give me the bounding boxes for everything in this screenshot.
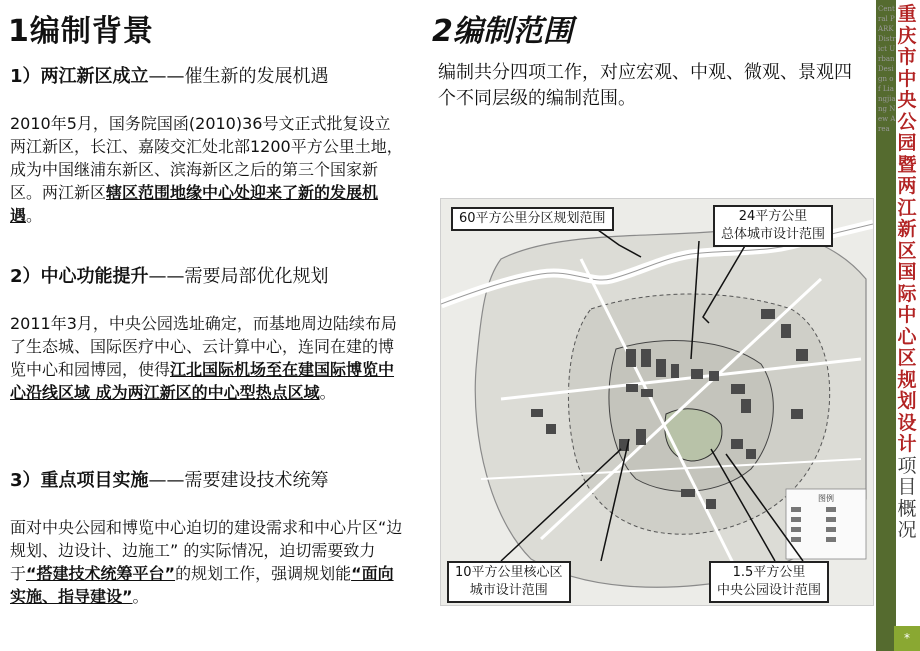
- callout-central-park-line2: 中央公园设计范围: [717, 583, 822, 598]
- vertical-title-char: 庆: [897, 24, 917, 47]
- strip-ghost-text: Central PARK District Urban Design of Liangjiang New Area: [878, 5, 896, 133]
- vertical-title-char: 中: [897, 304, 917, 326]
- vertical-title-char: 中: [897, 67, 917, 90]
- vertical-title-char: 划: [897, 390, 917, 412]
- para-1-text: 2010年5月，国务院国函(2010)36号文正式批复设立两江新区，长江、嘉陵交汇处北部1200平方公里土地，成为中国继浦东新区、滨海新区之后的第三个国家新区。两江新区: [10, 114, 403, 202]
- vertical-title-char: 央: [897, 89, 917, 111]
- para-1-end: 。: [26, 206, 43, 225]
- para-3: [10, 516, 405, 608]
- vertical-title-char: 计: [897, 433, 917, 455]
- callout-24km2-line1: 24平方公里: [738, 209, 808, 224]
- vertical-title-char: 新: [897, 218, 917, 240]
- callout-central-park-line1: 1.5平方公里: [732, 565, 806, 580]
- section-2-heading: 2编制范围: [432, 14, 573, 49]
- callout-10km2-line2: 城市设计范围: [469, 583, 548, 598]
- sec3-title-line: [10, 466, 329, 492]
- vertical-title-char: 公: [897, 110, 917, 133]
- para-3-emphasis-1: “搭建技术统筹平台”: [26, 564, 176, 583]
- sec3-subtitle: ——需要建设技术统筹: [148, 470, 329, 491]
- vertical-subtitle-char: 目: [897, 476, 917, 498]
- vertical-title-char: 江: [897, 196, 917, 219]
- scope-intro: 编制共分四项工作，对应宏观、中观、微观、景观四个不同层级的编制范围。: [438, 62, 852, 109]
- sec3-title: 3）重点项目实施: [10, 470, 149, 491]
- callout-central-park: [709, 561, 829, 603]
- para-3-emphasis-2: “面向实施、指导建设”: [10, 564, 394, 606]
- callout-60km2-label: 60平方公里分区规划范围: [459, 211, 606, 226]
- para-2-text: 2011年3月，中央公园选址确定，而基地周边陆续布局了生态城、国际医疗中心、云计算中心，连同在建的博览中心和园博园，使得: [10, 314, 397, 379]
- vertical-title-char: 规: [897, 368, 917, 391]
- vertical-title-char: 市: [897, 46, 917, 68]
- vertical-subtitle-char: 况: [897, 519, 917, 541]
- vertical-title-char: 两: [897, 175, 917, 197]
- callout-24km2: [713, 205, 833, 247]
- vertical-title-char: 心: [897, 325, 917, 348]
- vertical-title-char: 区: [897, 239, 917, 262]
- para-2-emphasis: 江北国际机场至在建国际博览中心沿线区域 成为两江新区的中心型热点区域: [10, 360, 395, 402]
- para-2-end: 。: [319, 383, 336, 402]
- para-3-mid: 的规划工作，强调规划能: [175, 564, 352, 583]
- sec2-title-line: [10, 262, 329, 288]
- sec1-title: 1）两江新区成立: [10, 66, 149, 87]
- star-badge: *: [894, 626, 920, 651]
- vertical-subtitle-char: 概: [897, 497, 917, 520]
- sec1-subtitle: ——催生新的发展机遇: [148, 66, 329, 87]
- callout-10km2-line1: 10平方公里核心区: [455, 565, 563, 580]
- sec1-title-line: [10, 62, 329, 88]
- sec2-title: 2）中心功能提升: [10, 266, 149, 287]
- legend-title: 图例: [818, 494, 834, 503]
- vertical-title-char: 际: [897, 282, 917, 305]
- vertical-subtitle-char: 项: [897, 454, 917, 477]
- para-2: [10, 312, 405, 404]
- planning-map-drawing: [441, 199, 873, 605]
- callout-10km2: [447, 561, 571, 603]
- vertical-title-char: 暨: [897, 153, 917, 176]
- vertical-title-char: 重: [897, 3, 917, 25]
- map-legend: [786, 489, 866, 559]
- vertical-title-char: 园: [897, 132, 917, 154]
- vertical-title-char: 区: [897, 347, 917, 369]
- para-3-end: 。: [132, 587, 149, 606]
- section-1-heading: 1编制背景: [8, 14, 154, 49]
- sec2-subtitle: ——需要局部优化规划: [148, 266, 329, 287]
- callout-60km2: [451, 207, 614, 231]
- callout-24km2-line2: 总体城市设计范围: [721, 227, 826, 242]
- para-1: [10, 112, 405, 227]
- para-3-text: 面对中央公园和博览中心迫切的建设需求和中心片区“边规划、边设计、边施工” 的实际情况，迫切需要致力于: [10, 518, 403, 583]
- para-1-emphasis: 辖区范围地缘中心处迎来了新的发展机遇: [10, 183, 379, 225]
- vertical-title-char: 设: [897, 411, 917, 434]
- planning-map: [440, 198, 874, 606]
- vertical-title-char: 国: [897, 261, 917, 283]
- vertical-title: [894, 4, 920, 542]
